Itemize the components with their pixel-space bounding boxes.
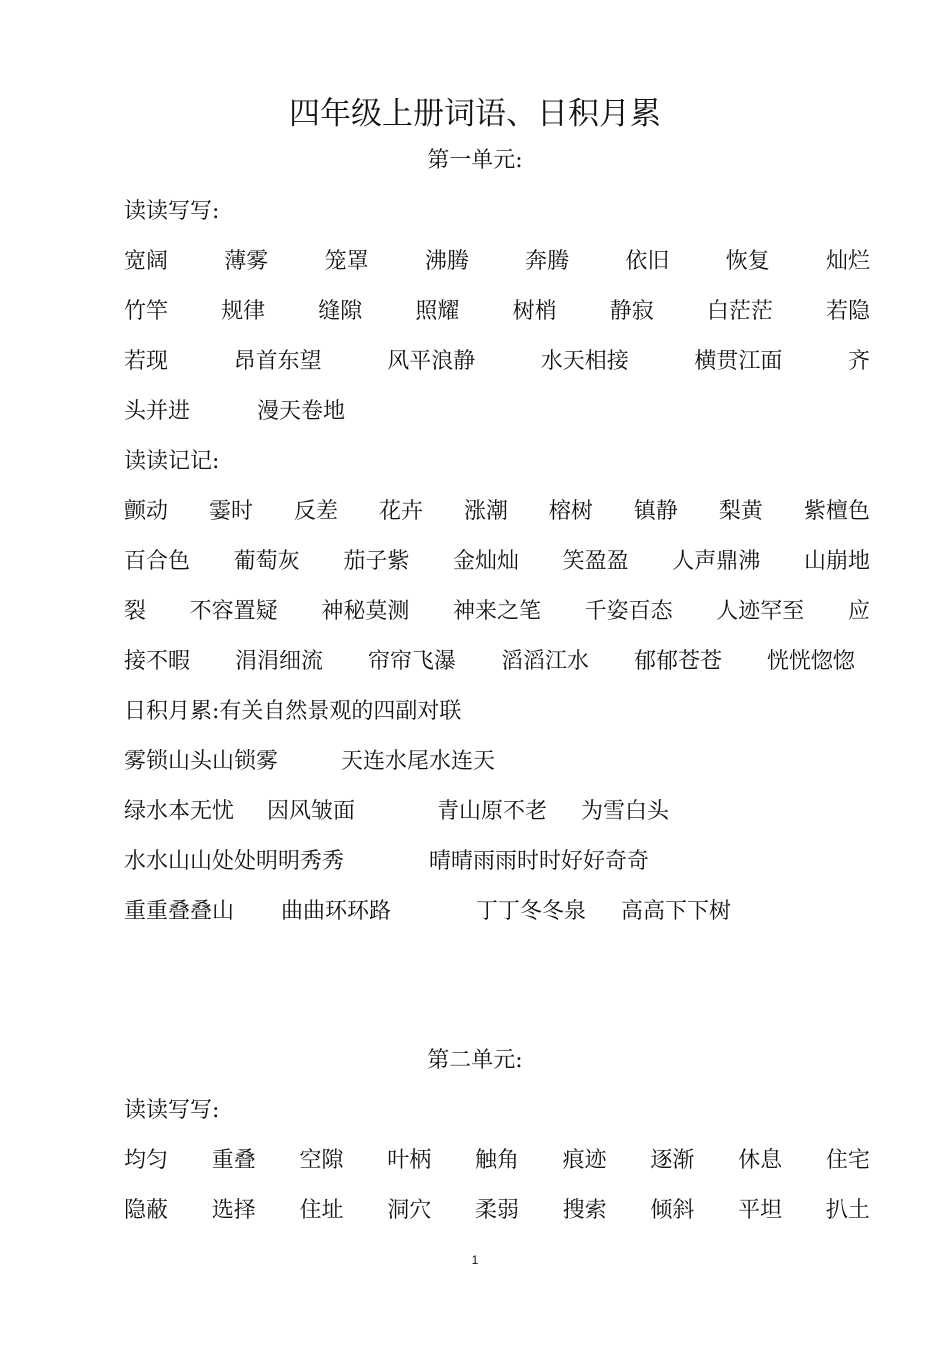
word: 选择 <box>211 1198 256 1223</box>
word: 照耀 <box>415 299 460 324</box>
word: 倾斜 <box>650 1198 695 1223</box>
word: 反差 <box>293 499 338 524</box>
word: 葡萄灰 <box>233 549 300 574</box>
word: 涓涓细流 <box>234 649 323 674</box>
word: 郁郁苍苍 <box>633 649 722 674</box>
word: 依旧 <box>625 249 670 274</box>
unit-2-read-write-row <box>124 1196 870 1226</box>
word: 神秘莫测 <box>321 599 410 624</box>
word: 逐渐 <box>650 1148 695 1173</box>
word: 平坦 <box>738 1198 783 1223</box>
word: 奔腾 <box>525 249 570 274</box>
word: 涨潮 <box>463 499 508 524</box>
word: 若隐 <box>825 299 870 324</box>
word: 均匀 <box>124 1148 169 1173</box>
couplet-part: 雾锁山头山锁雾 <box>124 749 279 774</box>
unit-1-accumulation-label: 日积月累:有关自然景观的四副对联 <box>124 699 462 724</box>
word: 薄雾 <box>224 249 269 274</box>
word: 漫天卷地 <box>257 399 346 424</box>
word: 齐 <box>847 349 870 374</box>
couplet-part: 重重叠叠山 <box>124 899 235 924</box>
word: 触角 <box>474 1148 519 1173</box>
unit-1-read-write-row <box>124 397 870 427</box>
unit-2-read-write-label: 读读写写: <box>124 1098 220 1123</box>
word: 梨黄 <box>718 499 763 524</box>
unit-1-read-write-row <box>124 347 870 377</box>
couplet-part: 因风皱面 <box>267 799 356 824</box>
couplet-line <box>124 797 870 827</box>
word: 静寂 <box>609 299 654 324</box>
word: 霎时 <box>208 499 253 524</box>
couplet-part: 晴晴雨雨时时好好奇奇 <box>429 849 650 874</box>
word: 灿烂 <box>825 249 870 274</box>
unit-1-read-write-label: 读读写写: <box>124 199 220 224</box>
word: 不容置疑 <box>189 599 278 624</box>
couplet-part: 水水山山处处明明秀秀 <box>124 849 345 874</box>
word: 头并进 <box>124 399 191 424</box>
word: 镇静 <box>633 499 678 524</box>
word: 百合色 <box>124 549 191 574</box>
word: 裂 <box>124 599 147 624</box>
word: 人迹罕至 <box>716 599 805 624</box>
word: 滔滔江水 <box>500 649 589 674</box>
word: 白茫茫 <box>706 299 773 324</box>
couplet-line <box>124 847 870 877</box>
word: 花卉 <box>378 499 423 524</box>
couplet-line <box>124 747 870 777</box>
word: 紫檀色 <box>803 499 870 524</box>
unit-2-heading: 第二单元: <box>427 1048 523 1073</box>
word: 搜索 <box>562 1198 607 1223</box>
word: 叶柄 <box>387 1148 432 1173</box>
word: 痕迹 <box>562 1148 607 1173</box>
word: 住宅 <box>825 1148 870 1173</box>
word: 宽阔 <box>124 249 169 274</box>
unit-1-heading: 第一单元: <box>427 148 523 173</box>
word: 笼罩 <box>324 249 369 274</box>
unit-1-read-remember-row <box>124 597 870 627</box>
couplet-line <box>124 897 870 927</box>
couplet-part: 绿水本无忧 <box>124 799 235 824</box>
word: 恢复 <box>725 249 770 274</box>
word: 山崩地 <box>803 549 870 574</box>
word: 扒土 <box>825 1198 870 1223</box>
word: 沸腾 <box>424 249 469 274</box>
word: 神来之笔 <box>452 599 541 624</box>
word: 应 <box>847 599 870 624</box>
page-number: 1 <box>471 1253 479 1267</box>
word: 空隙 <box>299 1148 344 1173</box>
word: 竹竿 <box>124 299 169 324</box>
word: 颤动 <box>124 499 169 524</box>
word: 帘帘飞瀑 <box>367 649 456 674</box>
word: 人声鼎沸 <box>672 549 761 574</box>
unit-1-read-write-row <box>124 247 870 277</box>
word: 树梢 <box>512 299 557 324</box>
word: 恍恍惚惚 <box>766 649 855 674</box>
word: 水天相接 <box>540 349 629 374</box>
word: 柔弱 <box>474 1198 519 1223</box>
couplet-part: 丁丁冬冬泉 <box>476 899 587 924</box>
couplet-part: 曲曲环环路 <box>281 899 392 924</box>
word: 风平浪静 <box>387 349 476 374</box>
word: 横贯江面 <box>694 349 783 374</box>
word: 隐蔽 <box>124 1198 169 1223</box>
word: 规律 <box>221 299 266 324</box>
word: 住址 <box>299 1198 344 1223</box>
word: 金灿灿 <box>452 549 519 574</box>
unit-1-read-remember-row <box>124 647 855 677</box>
unit-1-read-remember-row <box>124 497 870 527</box>
word: 缝隙 <box>318 299 363 324</box>
unit-1-read-remember-row <box>124 547 870 577</box>
unit-2-read-write-row <box>124 1146 870 1176</box>
couplet-part: 为雪白头 <box>581 799 670 824</box>
word: 笑盈盈 <box>562 549 629 574</box>
word: 重叠 <box>211 1148 256 1173</box>
word: 若现 <box>124 349 169 374</box>
unit-1-read-write-row <box>124 297 870 327</box>
word: 接不暇 <box>124 649 191 674</box>
word: 千姿百态 <box>584 599 673 624</box>
word: 休息 <box>738 1148 783 1173</box>
page-title: 四年级上册词语、日积月累 <box>289 96 661 132</box>
couplet-part: 天连水尾水连天 <box>341 749 496 774</box>
unit-1-read-remember-label: 读读记记: <box>124 449 220 474</box>
couplet-part: 青山原不老 <box>437 799 548 824</box>
couplet-part: 高高下下树 <box>621 899 732 924</box>
word: 昂首东望 <box>233 349 322 374</box>
word: 茄子紫 <box>343 549 410 574</box>
word: 榕树 <box>548 499 593 524</box>
word: 洞穴 <box>387 1198 432 1223</box>
